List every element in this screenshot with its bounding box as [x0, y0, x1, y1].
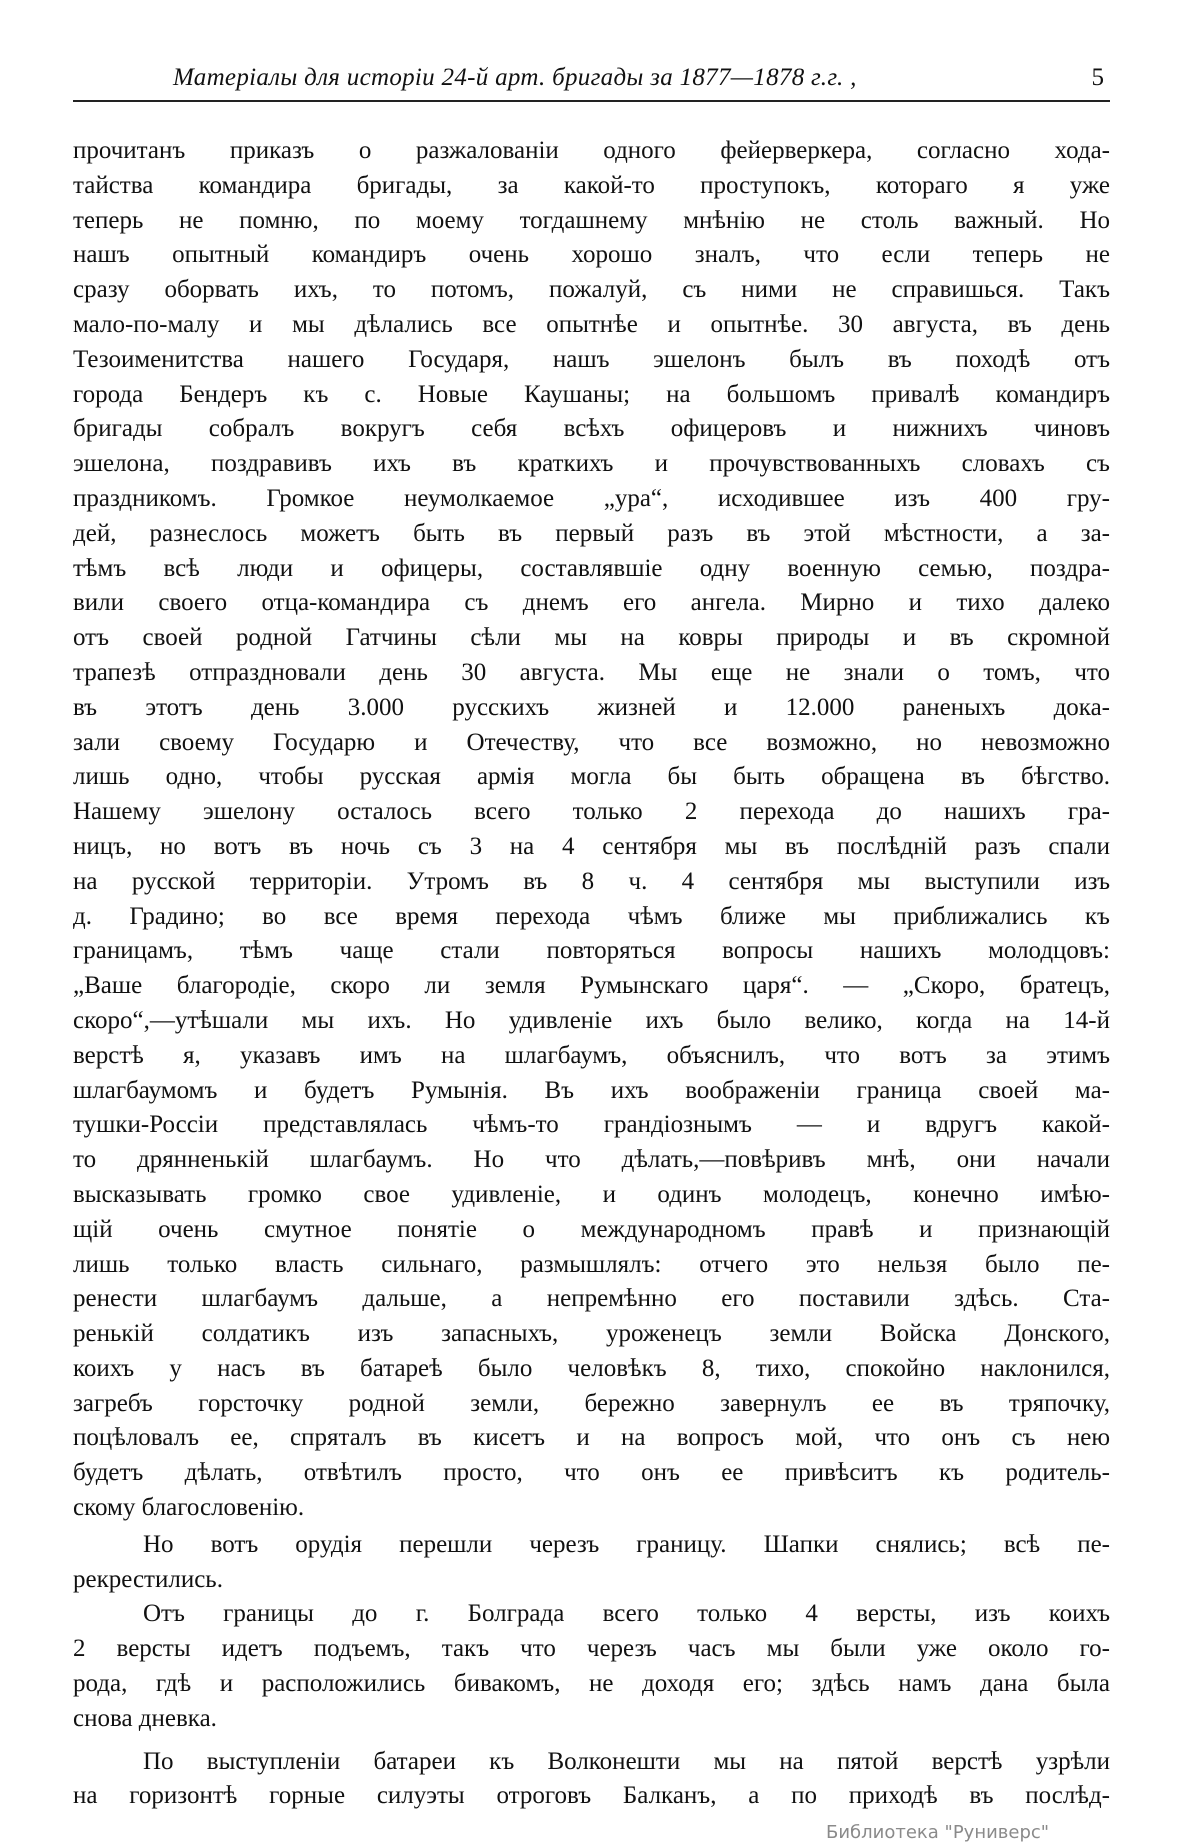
text-line: то дрянненькiй шлагбаумъ. Но что дѣлать,—повѣривъ мнѣ, они начали [73, 1146, 1110, 1174]
text-line: лишь одно, чтобы русская армiя могла бы быть обращена въ бѣгство. [73, 763, 1110, 791]
header-rule [73, 100, 1110, 102]
text-line: снова дневка. [73, 1704, 217, 1732]
text-line: ницъ, но вотъ въ ночь съ 3 на 4 сентября мы въ послѣднiй разъ спали [73, 832, 1110, 860]
text-line: прочитанъ приказъ о разжалованiи одного фейерверкера, согласно хода- [73, 137, 1110, 164]
running-header-title: Матерiалы для исторiи 24-й арт. бригады за 1877—1878 г.г. , [173, 64, 857, 91]
text-line: города Бендеръ къ с. Новые Каушаны; на большомъ привалѣ командиръ [73, 380, 1110, 408]
page-body [73, 134, 1110, 1814]
text-line: лишь только власть сильнаго, размышлялъ: отчего это нельзя было пе- [73, 1250, 1110, 1278]
text-line: дей, разнеслось можетъ быть въ первый разъ въ этой мѣстности, а за- [73, 519, 1110, 547]
text-line: нашъ опытный командиръ очень хорошо зналъ, что если теперь не [73, 241, 1110, 269]
text-line: Нашему эшелону осталось всего только 2 перехода до нашихъ гра- [73, 798, 1110, 826]
text-line: на горизонтѣ горные силуэты отроговъ Балканъ, а по приходѣ въ послѣд- [73, 1782, 1110, 1810]
text-line: праздникомъ. Громкое неумолкаемое „ура“, исходившее изъ 400 гру- [73, 484, 1110, 512]
text-line: вили своего отца-командира съ днемъ его ангела. Мирно и тихо далеко [73, 589, 1110, 617]
text-line: загребъ горсточку родной земли, бережно завернулъ ее въ тряпочку, [73, 1389, 1110, 1417]
text-line: 2 версты идетъ подъемъ, такъ что черезъ часъ мы были уже около го- [73, 1635, 1110, 1663]
text-line: д. Градино; во все время перехода чѣмъ ближе мы приближались къ [73, 902, 1110, 930]
text-line: Но вотъ орудiя перешли черезъ границу. Шапки снялись; всѣ пе- [143, 1530, 1110, 1558]
paragraph [73, 134, 1110, 1526]
paragraph [73, 1597, 1110, 1736]
text-line: „Ваше благородiе, скоро ли земля Румынскаго царя“. — „Скоро, братецъ, [73, 972, 1110, 1000]
text-line: границамъ, тѣмъ чаще стали повторяться вопросы нашихъ молодцовъ: [73, 937, 1110, 965]
running-header [73, 62, 1110, 98]
text-line: высказывать громко свое удивленiе, и одинъ молодецъ, конечно имѣю- [73, 1180, 1110, 1208]
page-number: 5 [1091, 64, 1104, 91]
library-watermark: Библиотека "Руниверс" [826, 1822, 1050, 1843]
text-line: По выступленiи батареи къ Волконешти мы на пятой верстѣ узрѣли [143, 1747, 1110, 1775]
text-line: скому благословенiю. [73, 1494, 305, 1522]
text-line: теперь не помню, по моему тогдашнему мнѣнiю не столь важный. Но [73, 206, 1110, 234]
text-line: трапезѣ отпраздновали день 30 августа. Мы еще не знали о томъ, что [73, 658, 1110, 686]
text-line: тушки-Россiи представлялась чѣмъ-то грандiознымъ — и вдругъ какой- [73, 1111, 1110, 1139]
paragraph [73, 1528, 1110, 1598]
text-line: Тезоименитства нашего Государя, нашъ эшелонъ былъ въ походѣ отъ [73, 345, 1110, 373]
text-line: рода, гдѣ и расположились бивакомъ, не доходя его; здѣсь намъ дана была [73, 1670, 1110, 1698]
text-line: тайства командира бригады, за какой-то проступокъ, котораго я уже [73, 171, 1110, 199]
text-line: поцѣловалъ ее, спряталъ въ кисетъ и на вопросъ мой, что онъ съ нею [73, 1424, 1110, 1452]
text-line: будетъ дѣлать, отвѣтилъ просто, что онъ ее привѣситъ къ родитель- [73, 1459, 1110, 1487]
text-line: коихъ у насъ въ батареѣ было человѣкъ 8, тихо, спокойно наклонился, [73, 1354, 1110, 1382]
text-line: шлагбаумомъ и будетъ Румынiя. Въ ихъ воображенiи граница своей ма- [73, 1076, 1110, 1104]
text-line: сразу оборвать ихъ, то потомъ, пожалуй, съ ними не справишься. Такъ [73, 276, 1110, 304]
text-line: ренькiй солдатикъ изъ запасныхъ, уроженецъ земли Войска Донского, [73, 1320, 1110, 1348]
text-line: зали своему Государю и Отечеству, что все возможно, но невозможно [73, 728, 1110, 756]
text-line: скоро“,—утѣшали мы ихъ. Но удивленiе ихъ было велико, когда на 14-й [73, 1006, 1110, 1034]
text-line: эшелона, поздравивъ ихъ въ краткихъ и прочувствованныхъ словахъ съ [73, 450, 1110, 478]
text-line: верстѣ я, указавъ имъ на шлагбаумъ, объяснилъ, что вотъ за этимъ [73, 1041, 1110, 1069]
text-line: щiй очень смутное понятiе о международномъ правѣ и признающiй [73, 1215, 1110, 1243]
text-line: бригады собралъ вокругъ себя всѣхъ офицеровъ и нижнихъ чиновъ [73, 415, 1110, 443]
text-line: ренести шлагбаумъ дальше, а непремѣнно его поставили здѣсь. Ста- [73, 1285, 1110, 1313]
text-line: отъ своей родной Гатчины сѣли мы на ковры природы и въ скромной [73, 624, 1110, 652]
paragraph [73, 1745, 1110, 1815]
text-line: рекрестились. [73, 1565, 223, 1593]
text-line: въ этотъ день 3.000 русскихъ жизней и 12.000 раненыхъ дока- [73, 693, 1110, 721]
text-line: на русской территорiи. Утромъ въ 8 ч. 4 сентября мы выступили изъ [73, 867, 1110, 895]
text-line: Отъ границы до г. Болграда всего только 4 версты, изъ коихъ [143, 1600, 1110, 1628]
text-line: мало-по-малу и мы дѣлались все опытнѣе и опытнѣе. 30 августа, въ день [73, 310, 1110, 338]
text-line: тѣмъ всѣ люди и офицеры, составлявшiе одну военную семью, поздра- [73, 554, 1110, 582]
